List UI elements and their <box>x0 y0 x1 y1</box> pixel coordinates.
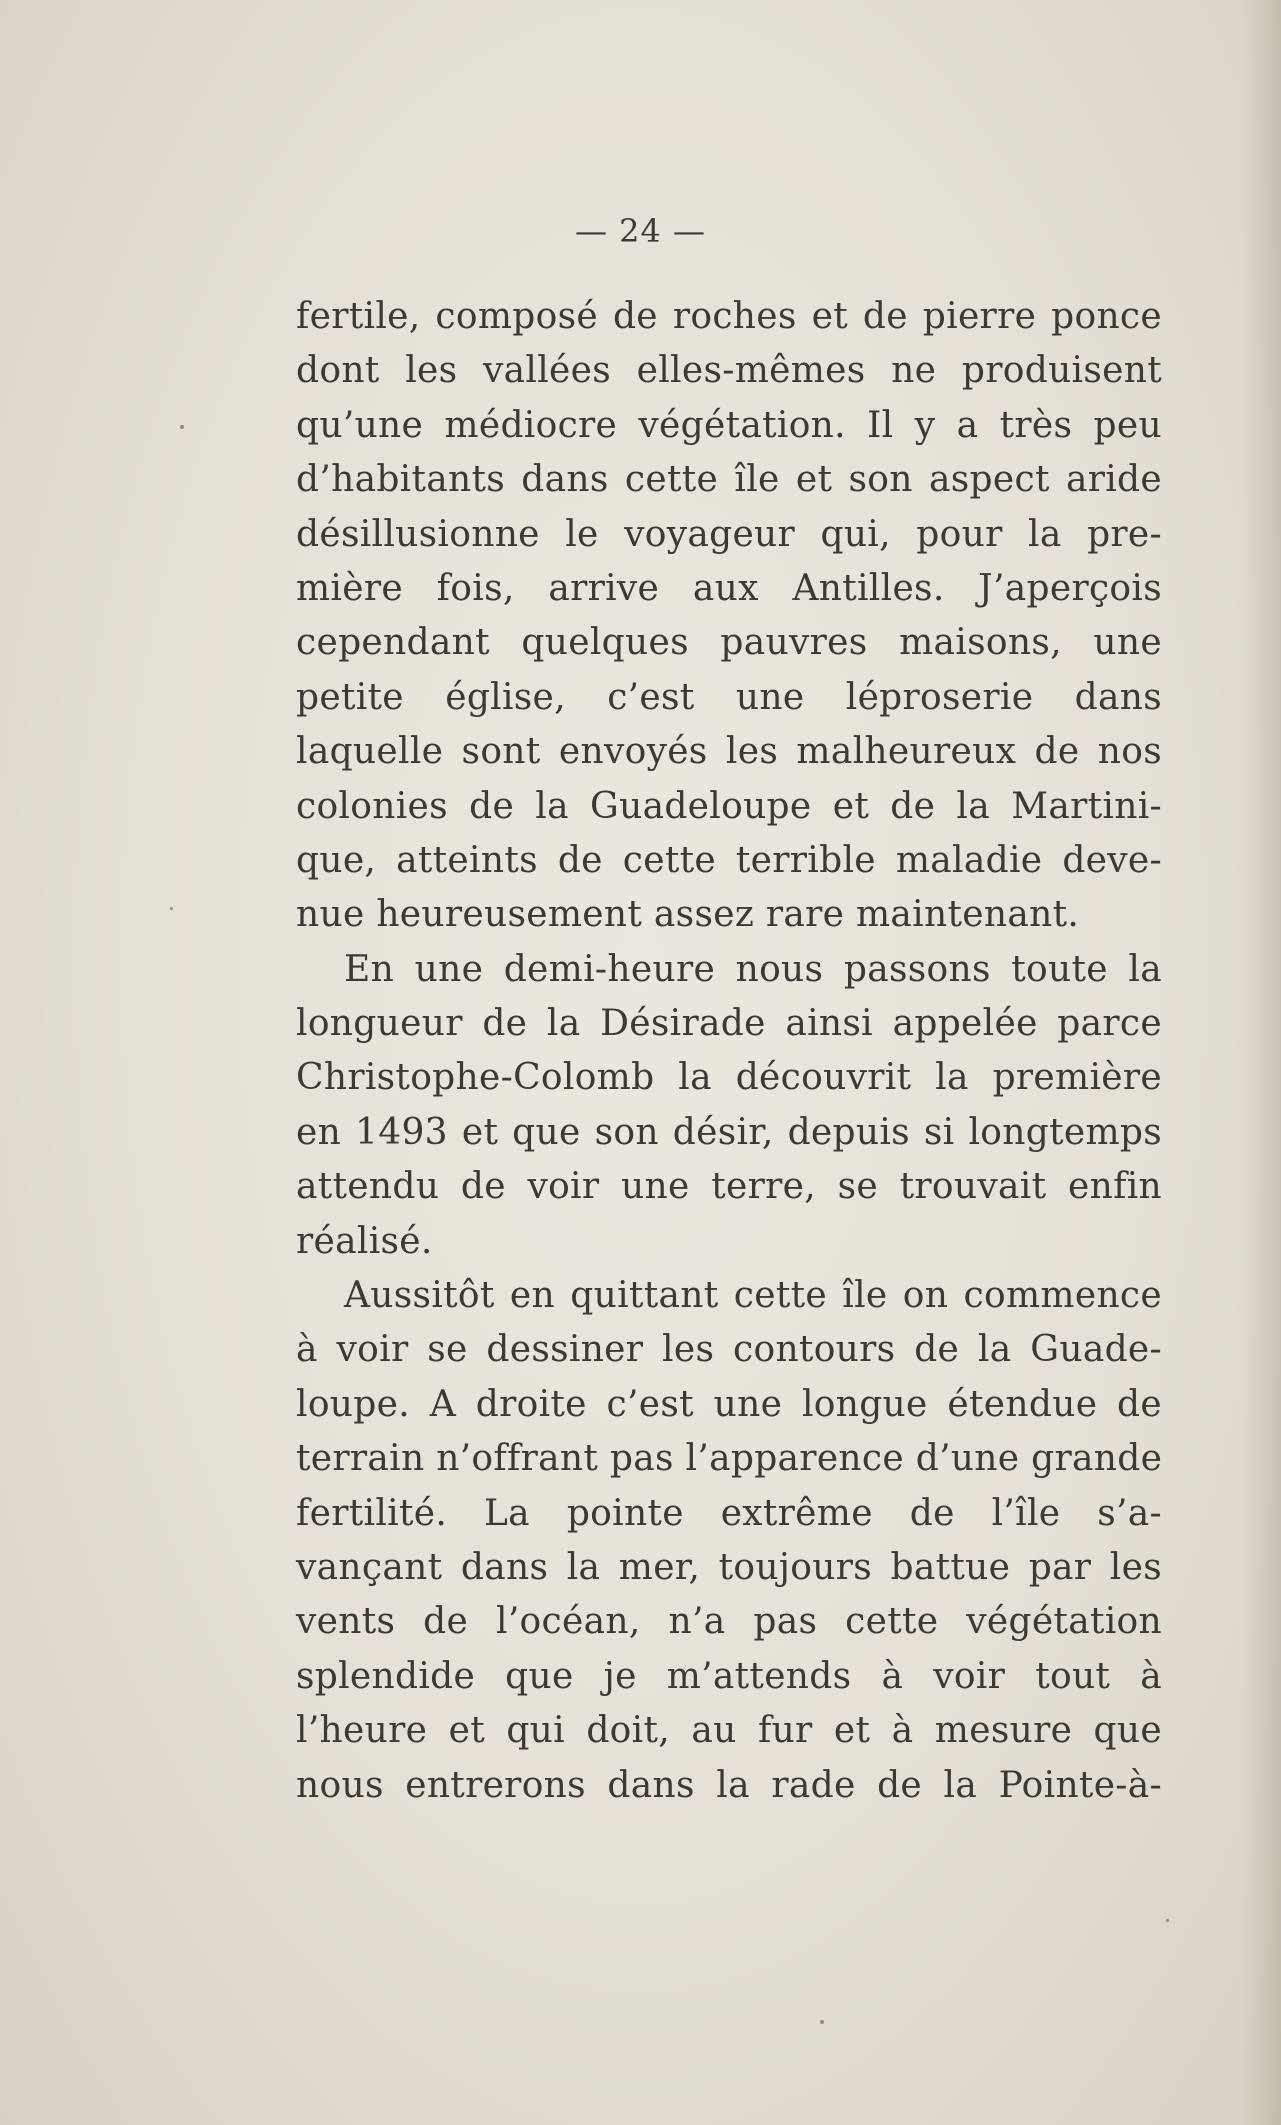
text-line: laquelle sont envoyés les malheureux de nos <box>296 731 1162 773</box>
paper-speck <box>1166 1919 1169 1922</box>
text-line: qu’une médiocre végétation. Il y a très peu <box>296 404 1162 446</box>
paper-speck <box>170 907 173 910</box>
text-line: vançant dans la mer, toujours battue par les <box>296 1546 1162 1588</box>
page-number: — 24 — <box>574 212 707 250</box>
body-text <box>296 290 1162 1813</box>
text-line: fertile, composé de roches et de pierre ponce <box>296 296 1162 337</box>
text-line: Aussitôt en quittant cette île on commence <box>344 1275 1162 1317</box>
text-line: colonies de la Guadeloupe et de la Martini- <box>296 785 1162 827</box>
text-line: cependant quelques pauvres maisons, une <box>296 622 1162 664</box>
text-line: désillusionne le voyageur qui, pour la pre- <box>296 513 1162 555</box>
paper-speck <box>820 2020 824 2024</box>
paper-speck <box>180 425 184 429</box>
text-line: fertilité. La pointe extrême de l’île s’a- <box>296 1492 1162 1534</box>
text-line: à voir se dessiner les contours de la Guade- <box>296 1329 1162 1371</box>
text-line: mière fois, arrive aux Antilles. J’aperçois <box>296 567 1162 609</box>
text-line: longueur de la Désirade ainsi appelée parce <box>296 1003 1162 1045</box>
text-line: splendide que je m’attends à voir tout à <box>296 1655 1162 1697</box>
text-line: vents de l’océan, n’a pas cette végétation <box>296 1601 1162 1643</box>
text-line: d’habitants dans cette île et son aspect aride <box>296 459 1162 501</box>
text-line: loupe. A droite c’est une longue étendue de <box>296 1383 1162 1425</box>
page-edge-shadow <box>1241 0 1281 2125</box>
text-line: terrain n’offrant pas l’apparence d’une grande <box>296 1438 1163 1480</box>
text-line: nue heureusement assez rare maintenant. <box>296 894 1080 936</box>
text-line: que, atteints de cette terrible maladie deve- <box>296 839 1162 881</box>
text-line: en 1493 et que son désir, depuis si longtemps <box>296 1111 1162 1153</box>
text-line: Christophe-Colomb la découvrit la première <box>296 1057 1162 1099</box>
text-line: En une demi-heure nous passons toute la <box>344 948 1162 990</box>
text-line: dont les vallées elles-mêmes ne produisent <box>296 350 1162 392</box>
text-line: nous entrerons dans la rade de la Pointe-à- <box>296 1764 1162 1806</box>
text-line: petite église, c’est une léproserie dans <box>296 676 1162 718</box>
text-line: l’heure et qui doit, au fur et à mesure que <box>296 1710 1162 1752</box>
text-line: réalisé. <box>296 1220 433 1262</box>
text-line: attendu de voir une terre, se trouvait enfin <box>296 1166 1162 1208</box>
